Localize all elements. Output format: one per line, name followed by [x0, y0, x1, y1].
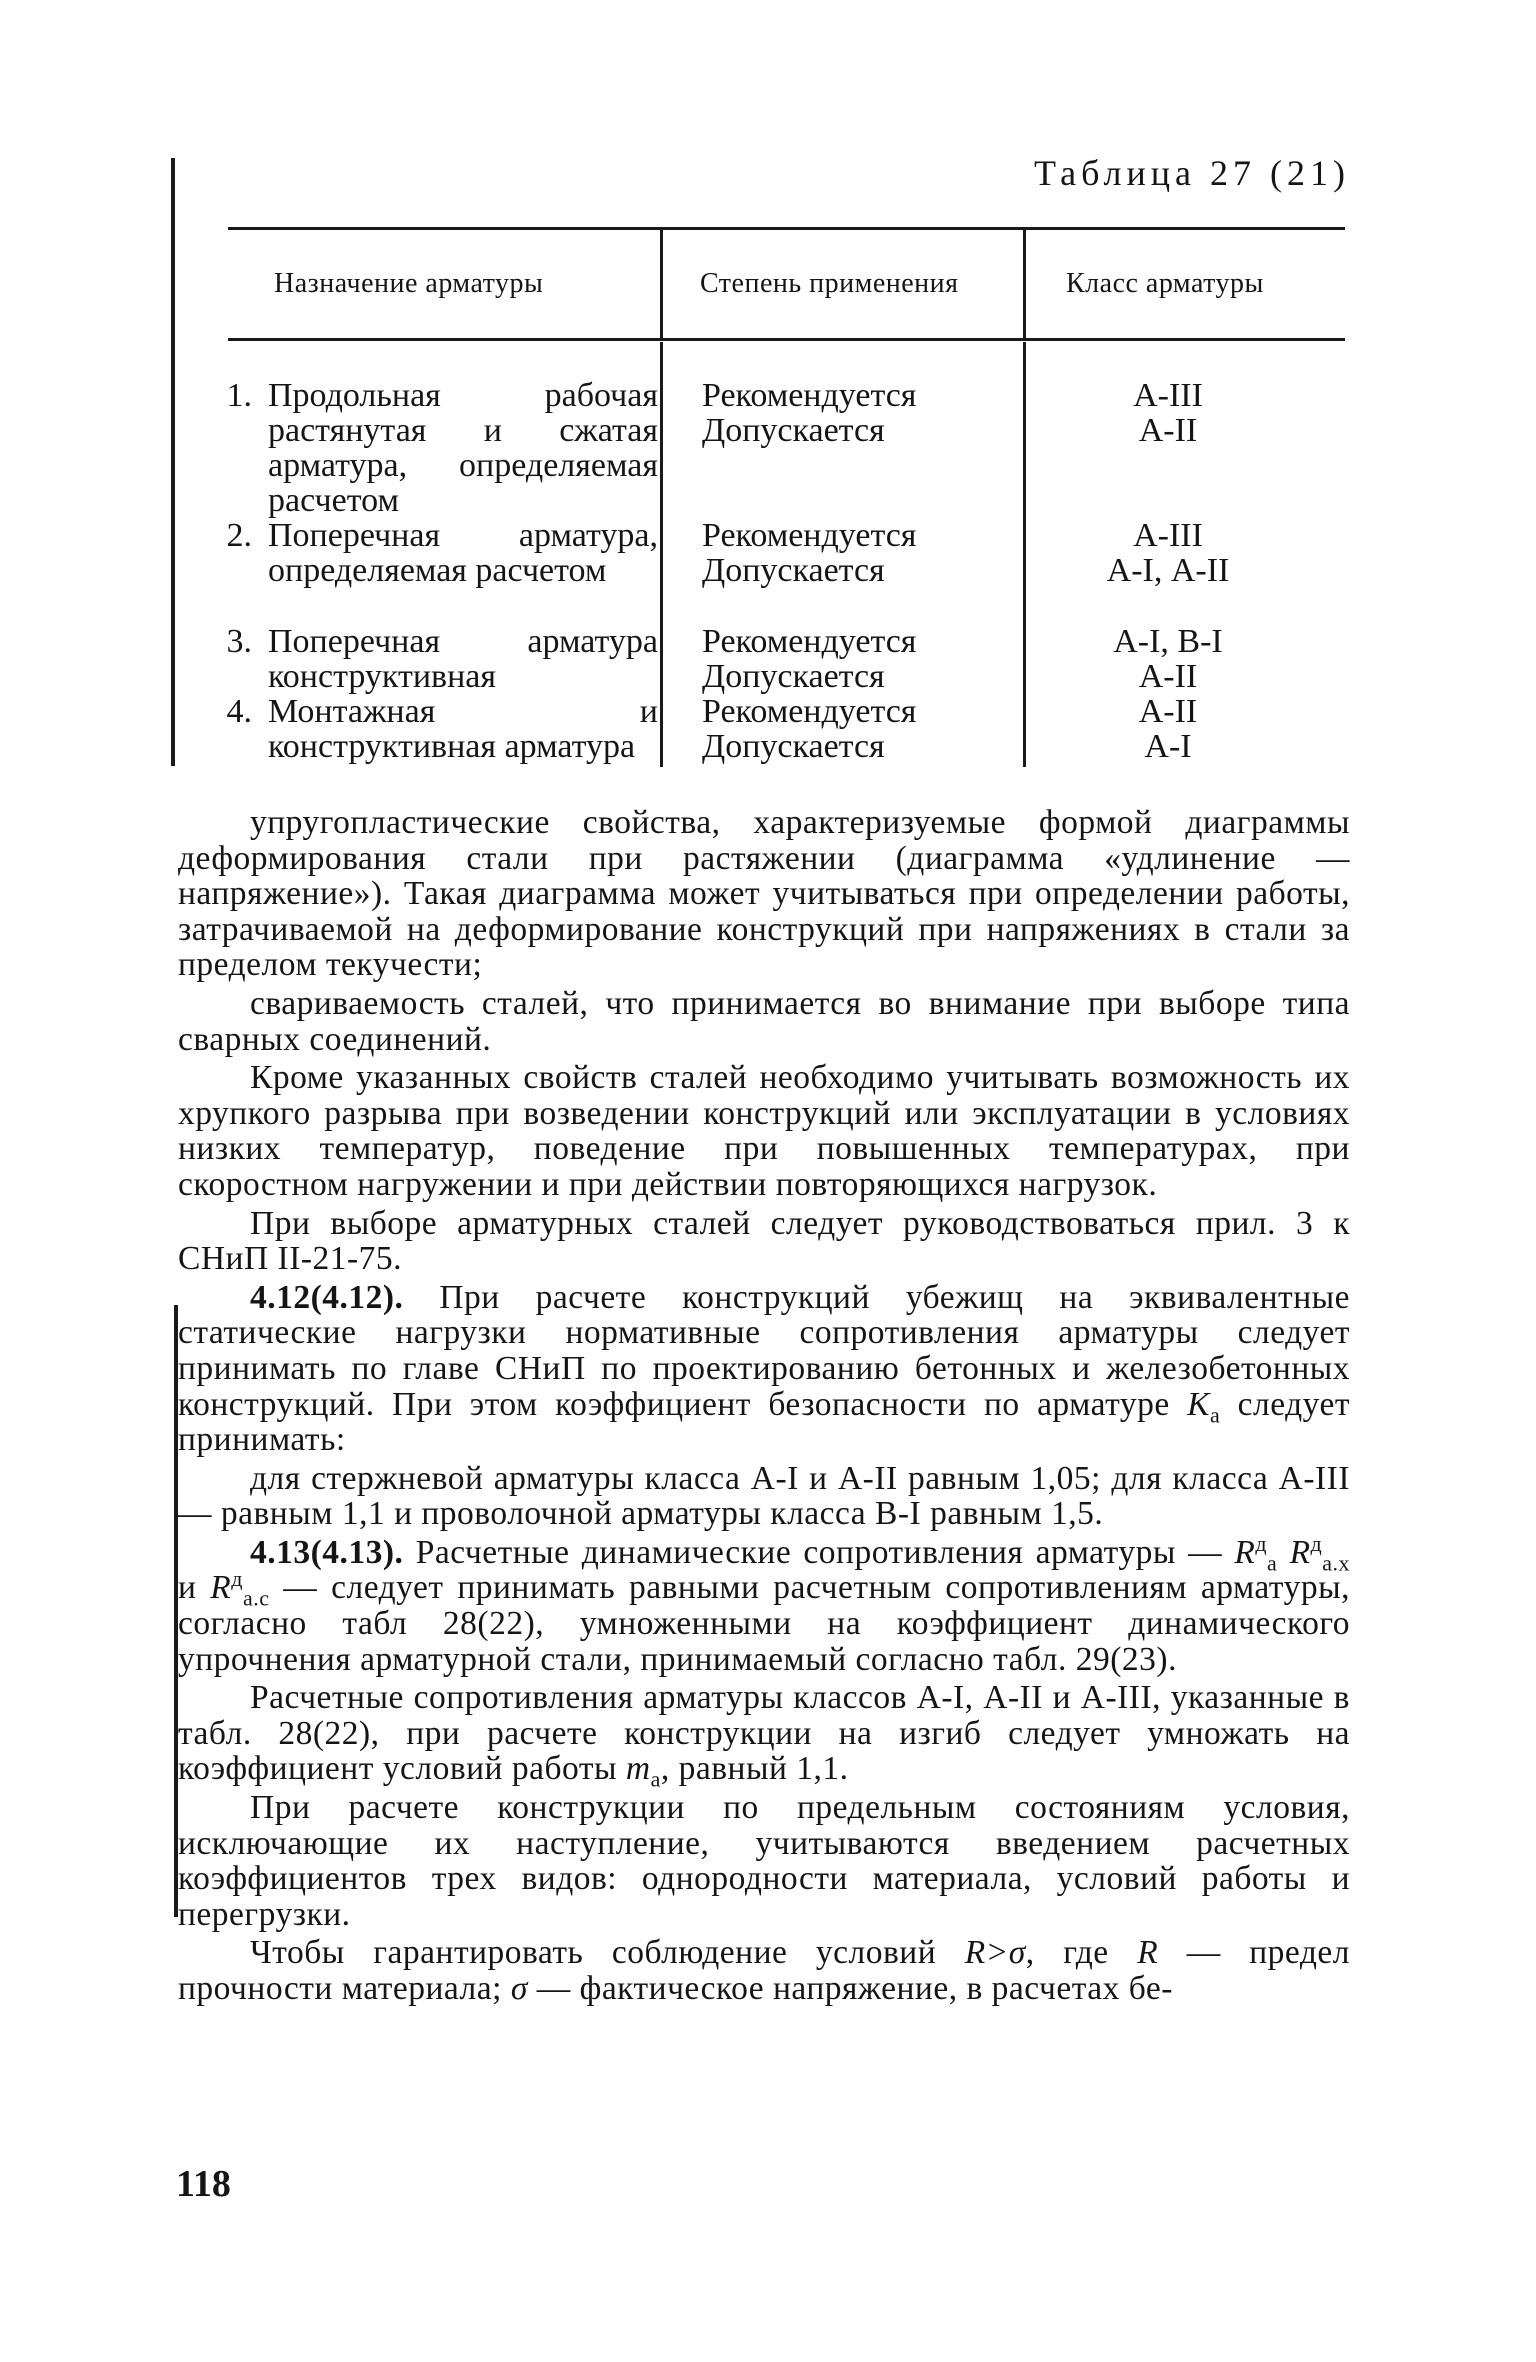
- paragraph-4-12: [178, 1280, 1350, 1458]
- symbol: R: [210, 1569, 232, 1607]
- symbol: m: [625, 1750, 651, 1788]
- paragraph: При расчете конструкции по предельным состояниям условия, исключающие их наступление, учитываются введением расчетных коэффициентов трех видов: однородности материала, условий работы и перегрузки.: [178, 1789, 1350, 1933]
- paragraph: При выборе арматурных сталей следует руководствоваться прил. 3 к СНиП II-21-75.: [178, 1204, 1350, 1278]
- paragraph-text: Расчетные динамические сопротивления арматуры —: [415, 1533, 1223, 1571]
- row-application: Допускается: [702, 552, 885, 589]
- paragraph-text: — следует принимать равными расчетным сопротивлениям арматуры, согласно табл 28(22), умноженными на коэффициент динамического упрочнения арматурной стали, принимаемый согласно табл. 29(23).: [178, 1569, 1351, 1678]
- paragraph-text: — фактическое напряжение, в расчетах бе-: [536, 1970, 1173, 2007]
- row-purpose: Монтажная и конструктивная арматура: [268, 693, 658, 765]
- row-purpose: Поперечная арматура, определяемая расчетом: [268, 517, 658, 589]
- clause-number: 4.12(4.12).: [250, 1278, 404, 1316]
- symbol: σ: [510, 1970, 528, 2007]
- row-application: Рекомендуется: [702, 377, 917, 414]
- paragraph: свариваемость сталей, что принимается во внимание при выборе типа сварных соединений.: [178, 984, 1350, 1058]
- row-class: А-I: [1144, 728, 1192, 765]
- row-application: Рекомендуется: [702, 693, 917, 730]
- paragraph: Кроме указанных свойств сталей необходимо учитывать возможность их хрупкого разрыва при возведении конструкций или эксплуатации в условиях низких температур, поведение при повышенных температурах, при скоростном нагружении и при действии повторяющихся нагрузок.: [178, 1059, 1350, 1203]
- subscript: а: [1209, 1402, 1221, 1428]
- page-number: 118: [176, 2163, 231, 2205]
- body-text: [178, 805, 1350, 2010]
- row-application: Допускается: [702, 412, 885, 449]
- superscript: д: [1255, 1530, 1268, 1556]
- symbol: R: [1289, 1533, 1311, 1571]
- table-header-class: Класс арматуры: [1066, 268, 1264, 299]
- paragraph-text: и: [178, 1569, 197, 1607]
- row-class: А-I, А-II: [1106, 552, 1230, 589]
- row-class: А-I, В-I: [1113, 623, 1223, 660]
- row-purpose: Поперечная арматура конструктивная: [268, 623, 658, 695]
- row-application: Допускается: [702, 658, 885, 695]
- paragraph-text: , равный 1,1.: [660, 1750, 849, 1788]
- paragraph-text: , где: [1025, 1934, 1109, 1972]
- table-top-rule: [228, 227, 1345, 230]
- subscript: а: [650, 1767, 661, 1793]
- row-number: 4.: [226, 693, 252, 730]
- row-application: Рекомендуется: [702, 623, 917, 660]
- symbol: R: [1234, 1533, 1256, 1571]
- row-application: Рекомендуется: [702, 517, 917, 554]
- row-class: А-III: [1133, 517, 1203, 554]
- paragraph-text: При расчете конструкций убежищ на эквивалентные статические нагрузки нормативные сопротивления арматуры следует принимать по главе СНиП по проектированию бетонных и железобетонных конструкций. При этом коэффициент безопасности по арматуре: [178, 1278, 1350, 1423]
- subscript: а.х: [1322, 1550, 1350, 1576]
- row-class: А-II: [1138, 693, 1198, 730]
- table-header-purpose: Назначение арматуры: [274, 268, 544, 299]
- paragraph: [178, 1679, 1350, 1793]
- subscript: а: [1267, 1550, 1278, 1576]
- paragraph-text: — предел прочности материала;: [178, 1934, 1350, 2007]
- paragraph: упругопластические свойства, характеризуемые формой диаграммы деформирования стали при растяжении (диаграмма «удлинение — напряжение»). Такая диаграмма может учитываться при определении работы, затрачиваемой на деформирование конструкций при напряжениях в стали за пределом текучести;: [178, 804, 1350, 984]
- paragraph-text: Расчетные сопротивления арматуры классов А-I, А-II и А-III, указанные в табл. 28(22), при расчете конструкции на изгиб следует умножать на коэффициент условий работы: [178, 1679, 1350, 1788]
- table-header-rule: [228, 338, 1345, 341]
- row-number: 3.: [226, 623, 252, 660]
- paragraph: для стержневой арматуры класса А-I и А-II равным 1,05; для класса А-III — равным 1,1 и проволочной арматуры класса В-I равным 1,5.: [178, 1459, 1350, 1533]
- row-application: Допускается: [702, 728, 885, 765]
- table-col-divider-2: [1023, 227, 1026, 338]
- symbol: R: [1137, 1934, 1159, 1972]
- row-number: 1.: [226, 377, 252, 414]
- margin-bar-top: [171, 158, 175, 766]
- symbol: K: [1187, 1385, 1210, 1423]
- paragraph: [178, 1935, 1350, 2006]
- clause-number: 4.13(4.13).: [250, 1533, 404, 1571]
- table-col-divider-1-body: [660, 342, 663, 767]
- subscript: а.с: [242, 1586, 270, 1612]
- table-header-application: Степень применения: [700, 268, 959, 299]
- table-col-divider-1: [660, 227, 663, 338]
- paragraph-text: Чтобы гарантировать соблюдение условий: [250, 1934, 937, 1972]
- condition: R>σ: [964, 1934, 1026, 1972]
- row-class: А-II: [1138, 412, 1198, 449]
- paragraph-text: следует принимать:: [178, 1385, 1350, 1459]
- paragraph-4-13: [178, 1530, 1351, 1678]
- row-purpose: Продольная рабочая растянутая и сжатая арматура, определяемая расчетом: [268, 377, 658, 519]
- superscript: д: [1310, 1530, 1323, 1556]
- superscript: д: [231, 1566, 243, 1592]
- table-title: Таблица 27 (21): [1034, 153, 1350, 193]
- row-number: 2.: [226, 517, 252, 554]
- row-class: А-III: [1133, 377, 1203, 414]
- row-class: А-II: [1138, 658, 1198, 695]
